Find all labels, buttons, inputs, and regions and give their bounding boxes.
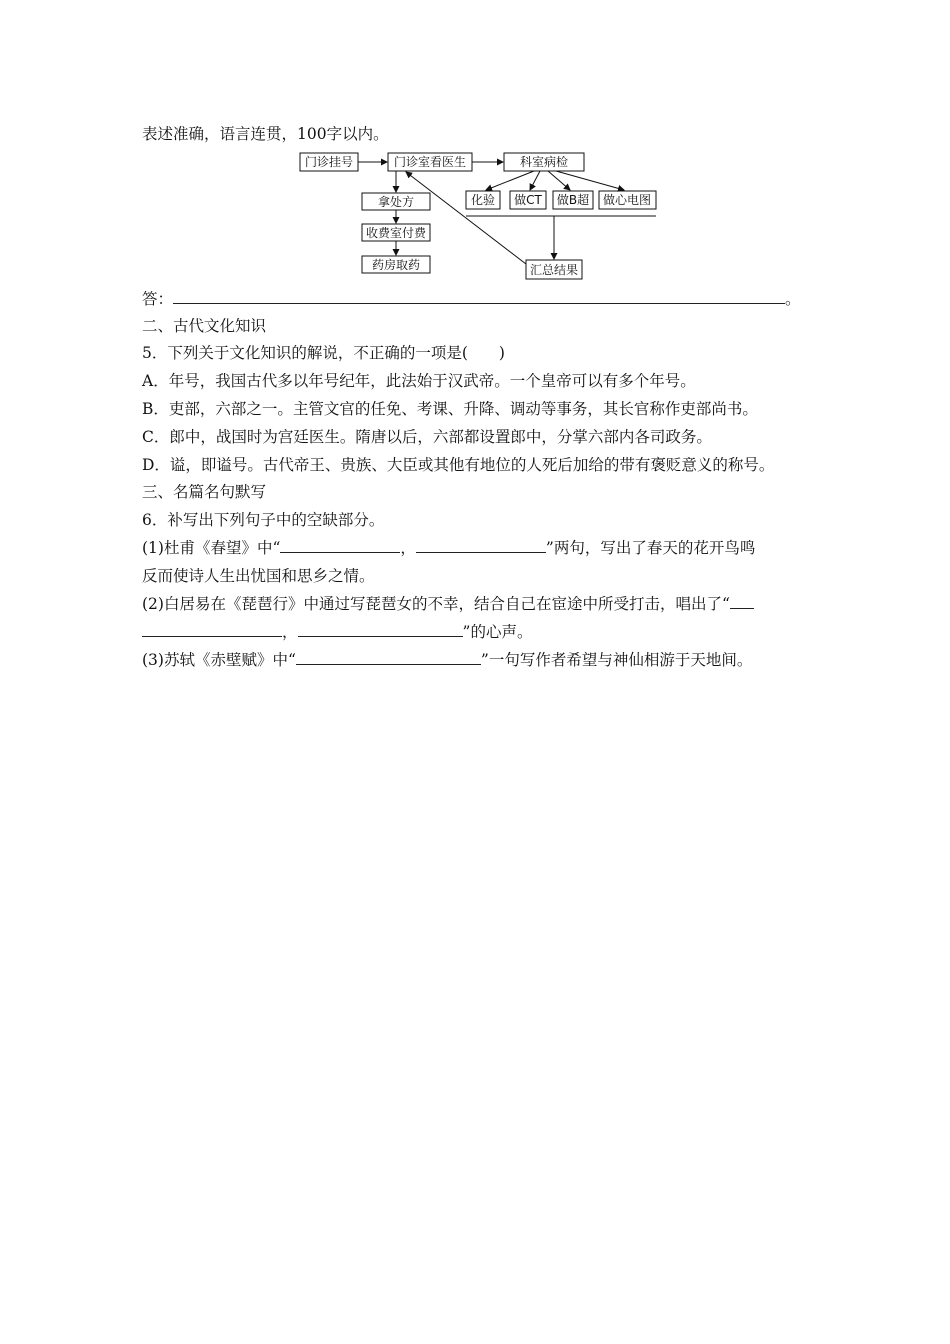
hospital-flowchart — [298, 150, 658, 282]
node-lab-check — [504, 153, 584, 171]
q6-item-3-suffix: ”一句写作者希望与神仙相游于天地间。 — [480, 651, 753, 669]
q6-item-2-blank-1b[interactable] — [142, 622, 282, 637]
q6-item-2-prefix: (2)白居易在《琵琶行》中通过写琵琶女的不幸，结合自己在宦途中所受打击，唱出了“ — [142, 595, 730, 613]
svg-text:门诊室看医生: 门诊室看医生 — [393, 155, 467, 169]
svg-text:做CT: 做CT — [514, 193, 542, 207]
q6-item-2-comma: ， — [282, 623, 298, 641]
svg-text:做B超: 做B超 — [556, 193, 590, 207]
node-prescription — [362, 193, 430, 210]
q5-option-a[interactable]: A．年号，我国古代多以年号纪年，此法始于汉武帝。一个皇帝可以有多个年号。 — [142, 372, 696, 390]
node-b-ultrasound — [553, 191, 593, 209]
q6-item-1 — [142, 538, 755, 558]
section-2-title: 二、古代文化知识 — [142, 317, 267, 335]
q6-item-2-suffix: ”的心声。 — [462, 623, 533, 641]
q6-item-3-blank[interactable] — [296, 650, 481, 665]
arrow-lab-ct — [530, 171, 540, 190]
node-ecg — [599, 191, 656, 209]
answer-blank[interactable] — [173, 289, 785, 304]
q6-item-3 — [142, 650, 752, 670]
arrow-summary-clinic — [406, 172, 526, 264]
node-pharmacy — [362, 256, 430, 273]
svg-text:收费室付费: 收费室付费 — [365, 226, 427, 240]
node-register — [300, 153, 358, 171]
q5-option-b[interactable]: B．吏部，六部之一。主管文官的任免、考课、升降、调动等事务，其长官称作吏部尚书。 — [142, 400, 758, 418]
svg-text:门诊挂号: 门诊挂号 — [304, 155, 354, 169]
q6-item-2-blank-2[interactable] — [298, 622, 463, 637]
node-clinic — [388, 153, 472, 171]
svg-text:汇总结果: 汇总结果 — [529, 263, 579, 277]
answer-end: 。 — [785, 290, 801, 308]
q6-item-1-blank-2[interactable] — [416, 538, 546, 553]
answer-line — [142, 289, 801, 309]
arrow-lab-test — [486, 171, 534, 190]
section-3-title: 三、名篇名句默写 — [142, 483, 267, 501]
svg-text:科室病检: 科室病检 — [519, 155, 569, 169]
q6-item-1-line2: 反而使诗人生出忧国和思乡之情。 — [142, 567, 375, 585]
node-ct — [510, 191, 546, 209]
svg-text:化验: 化验 — [470, 193, 496, 207]
q6-item-1-prefix: (1)杜甫《春望》中“ — [142, 539, 281, 557]
q6-item-3-prefix: (3)苏轼《赤壁赋》中“ — [142, 651, 296, 669]
intro-text: 表述准确，语言连贯，100字以内。 — [142, 125, 389, 143]
svg-text:拿处方: 拿处方 — [377, 195, 415, 209]
q5-stem: 5．下列关于文化知识的解说，不正确的一项是( ) — [142, 344, 505, 362]
node-pay — [362, 224, 430, 241]
q6-item-2-blank-1a[interactable] — [730, 594, 754, 609]
svg-text:药房取药: 药房取药 — [371, 258, 421, 272]
answer-label: 答： — [142, 290, 174, 308]
q5-option-c[interactable]: C．郎中，战国时为宫廷医生。隋唐以后，六部都设置郎中，分掌六部内各司政务。 — [142, 428, 712, 446]
svg-text:做心电图: 做心电图 — [602, 193, 652, 207]
node-summary — [526, 260, 582, 279]
q6-item-1-blank-1[interactable] — [280, 538, 400, 553]
q6-item-2 — [142, 594, 754, 614]
q5-option-d[interactable]: D．谥，即谥号。古代帝王、贵族、大臣或其他有地位的人死后加给的带有褒贬意义的称号。 — [142, 456, 775, 474]
q6-item-2-line2 — [142, 622, 532, 642]
q6-stem: 6．补写出下列句子中的空缺部分。 — [142, 511, 385, 529]
node-test — [466, 191, 500, 209]
q6-item-1-suffix: ”两句，写出了春天的花开鸟鸣 — [545, 539, 756, 557]
q6-item-1-comma: ， — [400, 539, 416, 557]
